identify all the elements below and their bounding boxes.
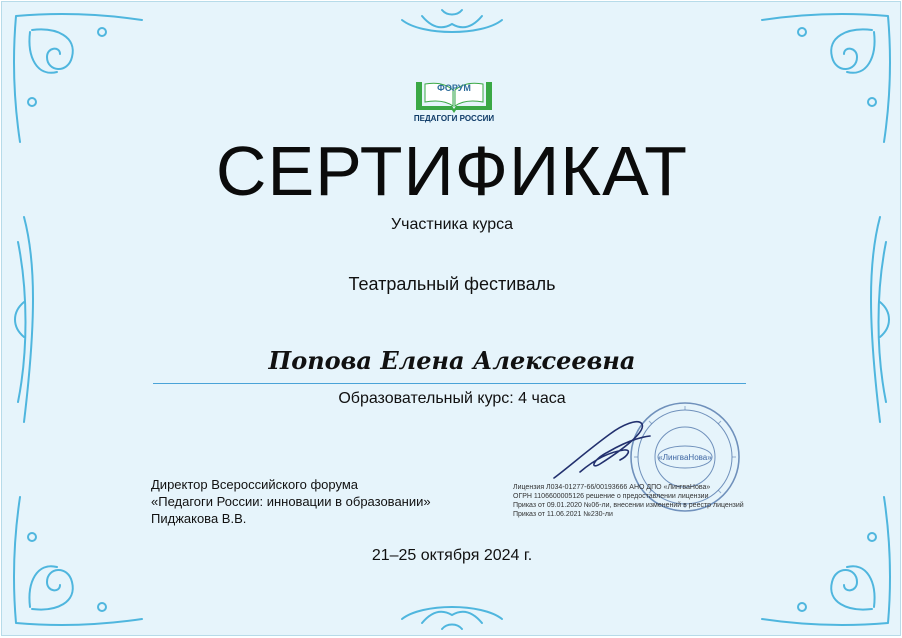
signatory-organization: «Педагоги России: инновации в образовании»	[151, 494, 431, 509]
logo-top-text: ФОРУМ	[437, 83, 471, 93]
forum-logo	[410, 78, 498, 128]
signatory-name: Пиджакова В.В.	[151, 511, 247, 526]
course-hours: Образовательный курс: 4 часа	[338, 390, 566, 407]
license-line: Лицензия Л034-01277-66/00193666 АНО ДПО «ЛингваНова»	[513, 484, 711, 491]
recipient-name: Попова Елена Алексеевна	[268, 346, 636, 375]
certificate-subtitle: Участника курса	[391, 216, 513, 233]
license-info	[513, 483, 744, 519]
certificate-title: СЕРТИФИКАТ	[215, 132, 689, 210]
stamp-center-text: «ЛингваНова»	[658, 453, 712, 462]
signatory-block	[151, 476, 431, 527]
license-line: Приказ от 11.06.2021 №230-ли	[513, 511, 613, 518]
signatory-title: Директор Всероссийского форума	[151, 477, 359, 492]
logo-bottom-text: ПЕДАГОГИ РОССИИ	[413, 114, 495, 123]
certificate-date: 21–25 октября 2024 г.	[371, 547, 533, 564]
name-underline	[153, 383, 746, 384]
certificate-page	[1, 1, 901, 636]
license-line: ОГРН 1106600005126 решение о предоставлении лицензии	[513, 493, 709, 500]
handwritten-signature	[550, 412, 660, 484]
license-line: Приказ от 09.01.2020 №06-ли, внесении изменений в реестр лицензий	[513, 502, 744, 509]
course-name: Театральный фестиваль	[348, 274, 556, 294]
